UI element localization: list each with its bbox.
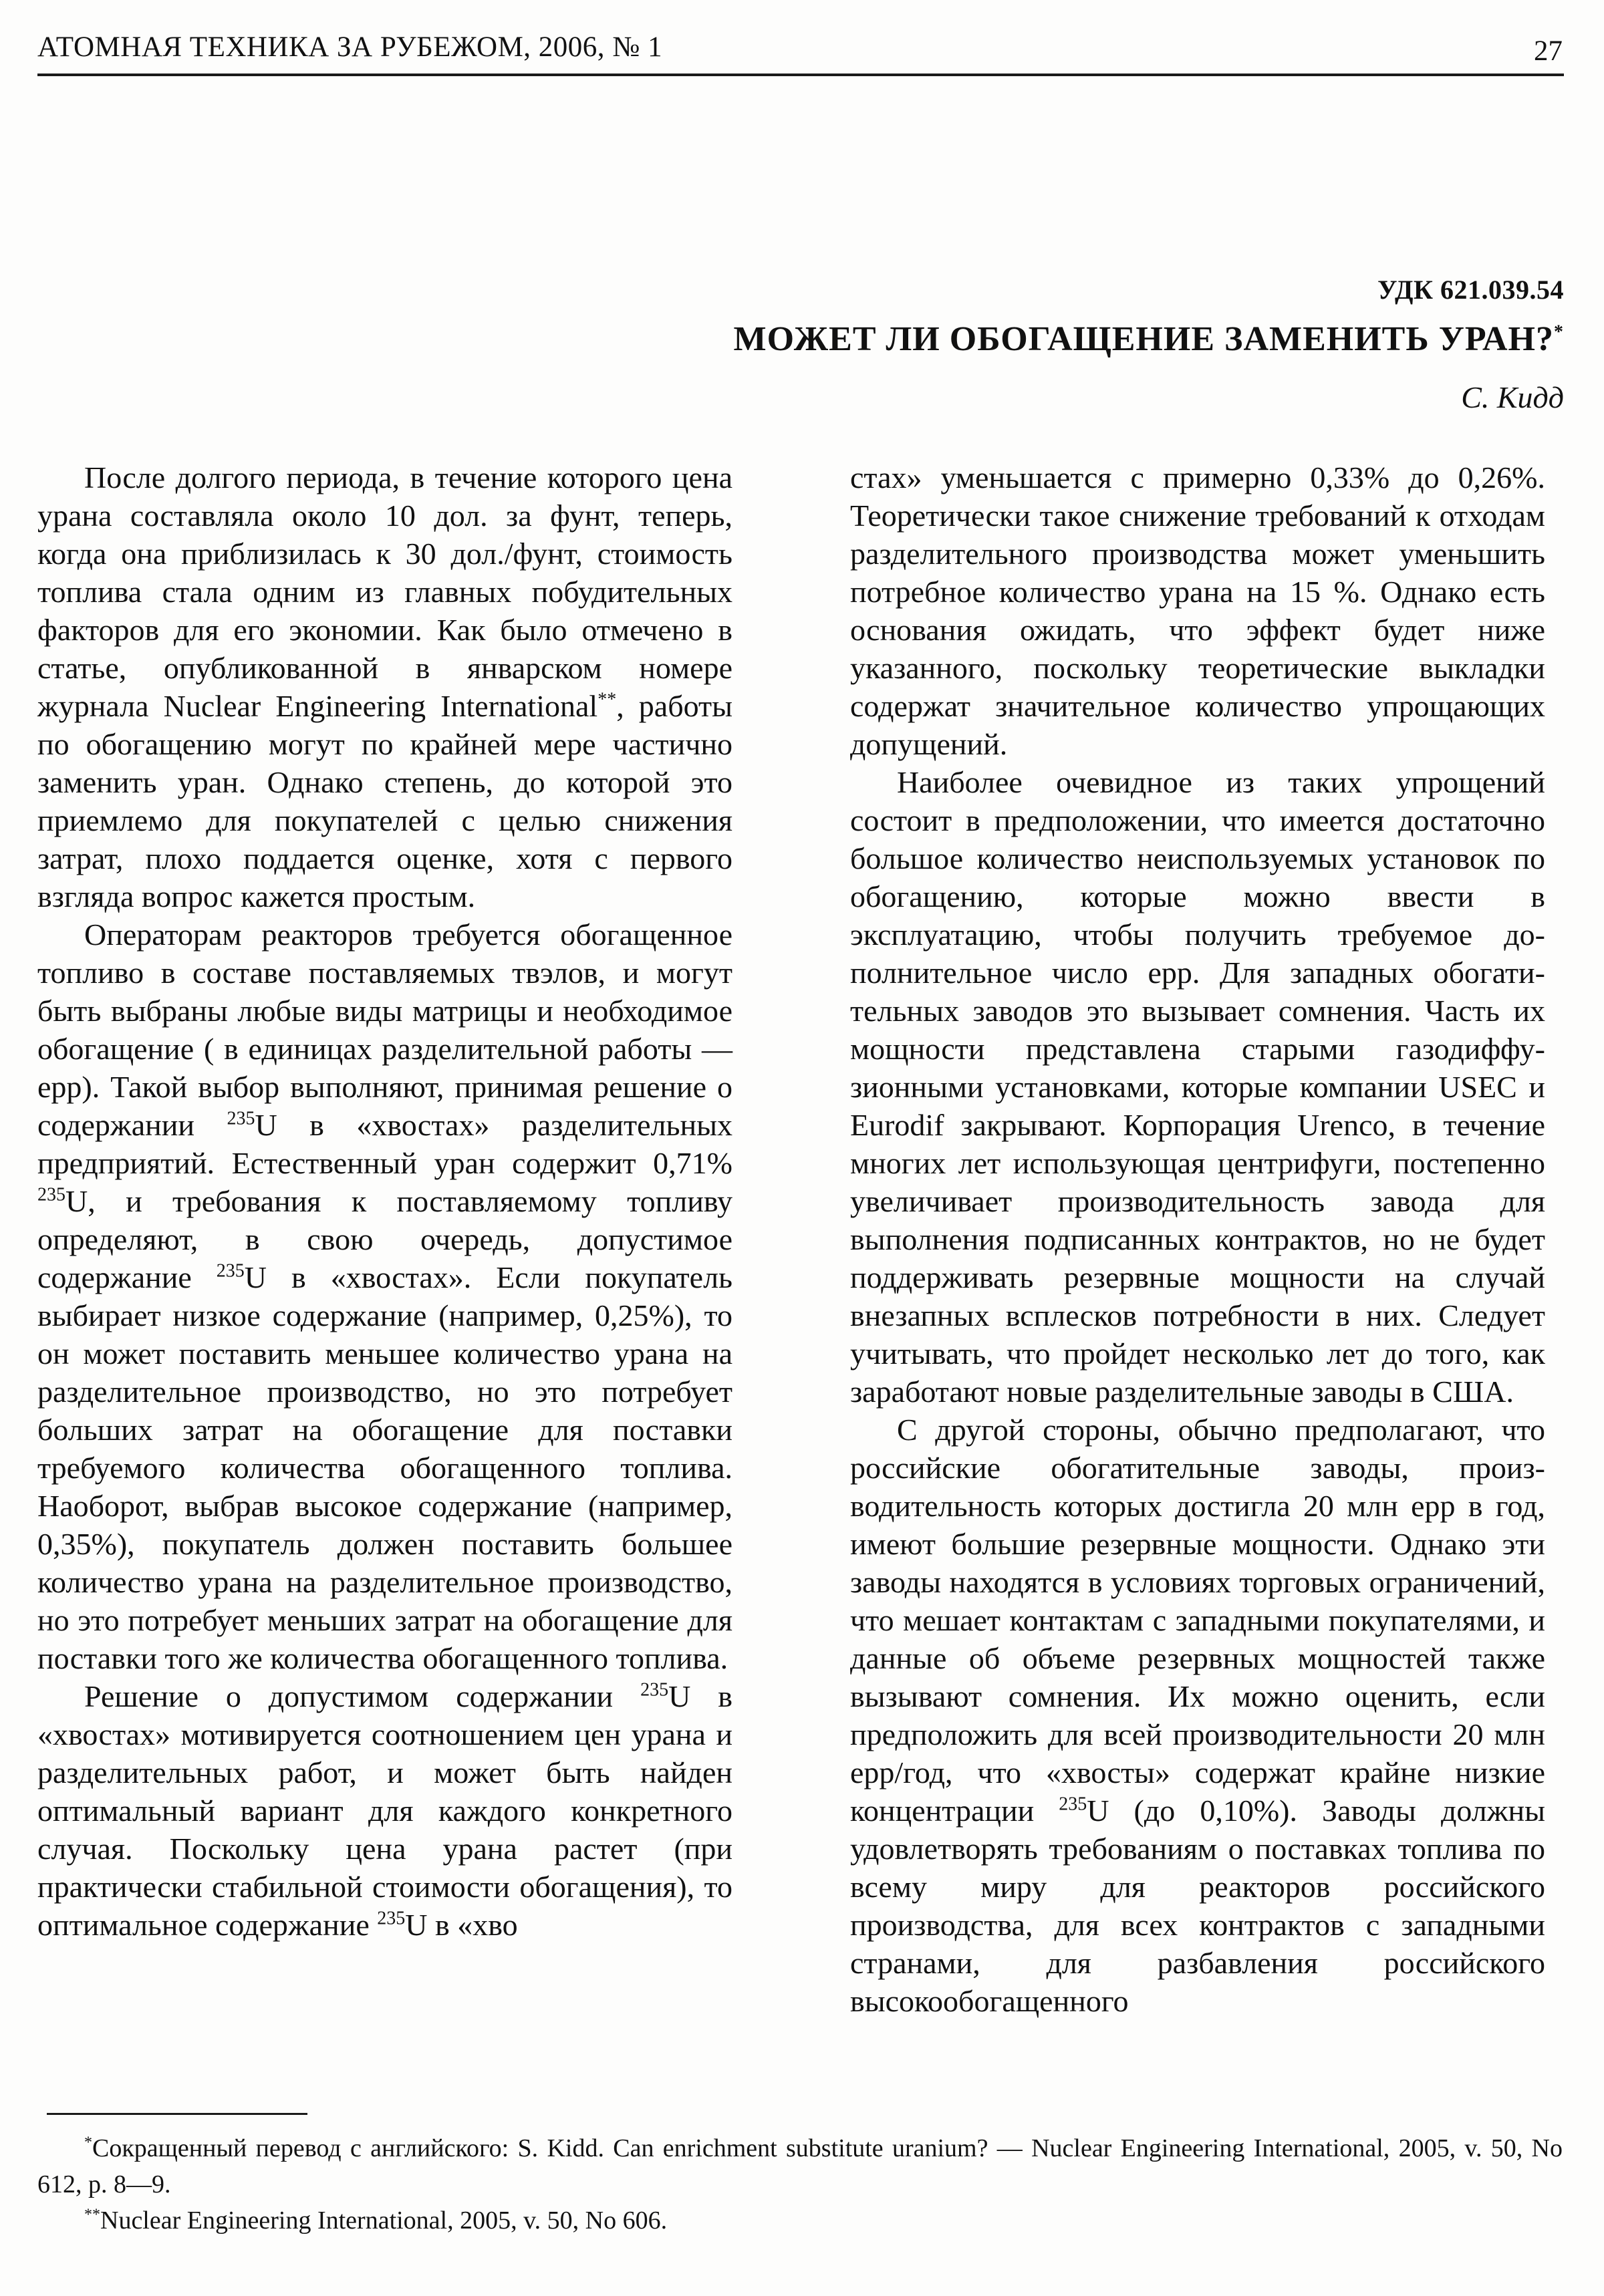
footnote-rule bbox=[47, 2113, 307, 2115]
isotope-superscript: 235 bbox=[377, 1908, 406, 1929]
isotope-superscript: 235 bbox=[227, 1108, 255, 1129]
paragraph-1 bbox=[37, 458, 732, 915]
footnote-2-text: Nuclear Engineering International, 2005, v. 50, No 606. bbox=[100, 2206, 668, 2235]
paragraph-3-text-a: Решение о допустимом содержании bbox=[84, 1679, 641, 1713]
paragraph-1-text-a: После долгого периода, в течение которого цена урана составляла около 10 дол. за фунт, теперь, когда она приблизилась к 30 дол./фунт, стоимость топлива стала одним из главных побудительных факторов для его экономии. Как было отмечено в статье, опубликованной в январском номере журнала Nuclear Engineering International bbox=[37, 460, 732, 723]
left-column bbox=[37, 458, 732, 1944]
paragraph-3 bbox=[37, 1677, 732, 1944]
paragraph-2 bbox=[37, 915, 732, 1677]
article-author: С. Кидд bbox=[1461, 380, 1564, 414]
paragraph-1-text-b: , работы по обогащению могут по крайней мере частично заменить уран. Однако степень, до которой это приемлемо для покупателей с целью снижения затрат, плохо поддается оценке, хотя с первого взгляда вопрос кажется простым. bbox=[37, 689, 732, 913]
isotope-superscript: 235 bbox=[216, 1260, 245, 1282]
isotope-superscript: 235 bbox=[640, 1679, 669, 1701]
footnote-2 bbox=[37, 2202, 1563, 2239]
isotope-superscript: 235 bbox=[1059, 1793, 1087, 1815]
paragraph-2-text-b: U в «хвостах» разделительных предприятий. Естественный уран содержит 0,71% bbox=[37, 1108, 732, 1180]
paragraph-6-text-a: С другой стороны, обычно предполагают, что российские обогатительные заводы, производительность которых достигла 20 млн epp в год, имеют большие резервные мощности. Однако эти заводы находятся в условиях торговых ограничений, что мешает контактам с западными покупателями, и данные об объеме резервных мощностей также вызывают сомнения. Их можно оценить, если предположить для всей производительности 20 млн epp/год, что «хвосты» содержат крайне низкие концентрации bbox=[850, 1413, 1545, 1828]
footnotes bbox=[37, 2130, 1563, 2239]
paragraph-5: Наиболее очевидное из таких упрощений состоит в предположении, что имеется достаточно большое количество неиспользуемых установок по обогащению, которые можно ввести в эксплуатацию, чтобы получить требуемое дополнительное число epp. Для западных обогатительных заводов это вызывает сомнения. Часть их мощности представлена старыми газодиффузионными установками, которые компании USEC и Eurodif закрывают. Корпорация Urenco, в течение многих лет использующая центрифуги, постепенно увеличивает производительность завода для выполнения подписанных контрактов, но не будет поддерживать резервные мощности на случай внезапных всплесков потребности в них. Следует учитывать, что пройдет несколько лет до того, как заработают новые разделительные заводы в США. bbox=[850, 765, 1545, 1409]
article-title-text: МОЖЕТ ЛИ ОБОГАЩЕНИЕ ЗАМЕНИТЬ УРАН? bbox=[733, 320, 1554, 358]
footnote-1 bbox=[37, 2130, 1563, 2202]
article-title bbox=[734, 319, 1564, 359]
footnote-1-text: Сокращенный перевод с английского: S. Kidd. Can enrichment substitute uranium? — Nuclear Engineering International, 2005, v. 50, No 612, p. 8—9. bbox=[37, 2134, 1563, 2198]
right-column bbox=[850, 458, 1545, 2020]
running-head bbox=[37, 27, 1563, 68]
paragraph-4: стах» уменьшается с примерно 0,33% до 0,26%. Теоретически такое снижение требований к отходам разделительного производства может уменьшить потребное количество урана на 15 %. Однако есть основания ожидать, что эффект будет ниже указанного, поскольку теоретические выкладки содержат значительное количество упрощающих допущений. bbox=[850, 460, 1545, 761]
footnote-2-mark: ** bbox=[84, 2206, 100, 2224]
paragraph-2-text-d: U в «хвостах». Если покупатель выбирает низкое содержание (например, 0,25%), то он может поставить меньшее количество урана на разделительное производство, но это потребует больших затрат на обогащение для поставки требуемого количества обогащенного топлива. Наоборот, выбрав высокое содержание (например, 0,35%), покупатель должен поставить большее количество урана на разделительное производство, но это потребует меньших затрат на обогащение для поставки того же количества обогащенного топлива. bbox=[37, 1260, 733, 1675]
paragraph-3-text-c: U в «хво bbox=[405, 1908, 518, 1942]
isotope-superscript: 235 bbox=[37, 1184, 65, 1205]
paragraph-2-text-c: U, и требования к поставляемому топливу определяют, в свою очередь, допустимое содержание bbox=[37, 1184, 732, 1294]
page-number: 27 bbox=[1534, 35, 1563, 67]
journal-title: АТОМНАЯ ТЕХНИКА ЗА РУБЕЖОМ, 2006, № 1 bbox=[37, 31, 663, 63]
paragraph-1-footnote-mark: ** bbox=[597, 689, 617, 710]
header-rule bbox=[37, 74, 1564, 76]
paragraph-6 bbox=[850, 1411, 1545, 2020]
paragraph-2-text-a: Операторам реакторов требуется обогащенное топливо в составе поставляемых твэлов, и могут быть выбраны любые виды матрицы и необходимое обогащение ( в единицах разделительной работы — epp). Такой выбор выполняют, принимая решение о содержании bbox=[37, 917, 732, 1142]
title-footnote-mark: * bbox=[1554, 321, 1564, 343]
udc-code: УДК 621.039.54 bbox=[1377, 275, 1564, 305]
paragraph-6-text-b: U (до 0,10%). Заводы должны удовлетворять требованиям о поставках топлива по всему миру для реакторов российского производства, для всех контрактов с западными странами, для разбавления российского высокообогащенного bbox=[850, 1793, 1545, 2018]
footnote-1-mark: * bbox=[84, 2134, 92, 2152]
paragraph-3-text-b: U в «хвостах» мотивируется соотношением цен урана и разделительных работ, и может быть найден оптимальный вариант для каждого конкретного случая. Поскольку цена урана растет (при практически стабильной стоимости обогащения), то оптимальное содержание bbox=[37, 1679, 732, 1942]
